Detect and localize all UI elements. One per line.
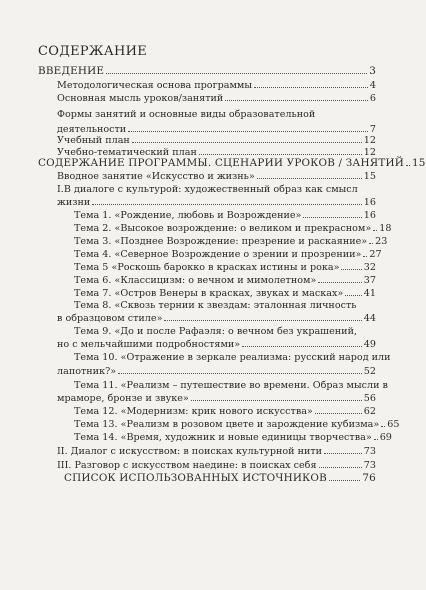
entry-title: Формы занятий и основные виды образовательной: [57, 109, 316, 120]
entry-title-cont: но с мельчайшими подробностями»: [57, 339, 241, 350]
toc-entry: [57, 93, 376, 104]
toc-entry: [57, 135, 376, 146]
page-number: 15: [363, 171, 376, 182]
entry-title: Основная мысль уроков/занятий: [57, 93, 224, 104]
toc-entry: [74, 380, 388, 391]
toc-entry-cont: [57, 366, 376, 377]
page-number: 12: [363, 135, 376, 146]
toc-entry: [64, 473, 376, 484]
toc-entry: [74, 300, 376, 311]
toc-entry: [74, 288, 376, 299]
page-number: 62: [363, 406, 376, 417]
page-number: 12: [363, 147, 376, 158]
page-number: 41: [363, 288, 376, 299]
entry-title: Тема 13. «Реализм в розовом цвете и зарождение кубизма»: [74, 419, 380, 430]
toc-entry: [74, 223, 392, 234]
entry-title: Учебный план: [57, 135, 130, 146]
page-number: 73: [363, 446, 376, 457]
entry-title: Тема 8. «Сквозь тернии к звездам: эталонная личность: [74, 300, 357, 311]
entry-title: Тема 5 «Роскошь барокко в красках истины и рока»: [74, 262, 340, 273]
page-number: 52: [363, 366, 376, 377]
toc-entry: [57, 446, 376, 457]
toc-entry: [74, 249, 382, 260]
page-number: 15: [411, 157, 426, 169]
entry-title: III. Разговор с искусством наедине: в поисках себя: [57, 460, 317, 471]
toc-entry: [74, 432, 392, 443]
entry-title: Тема 4. «Северное Возрождение о зрении и прозрении»: [74, 249, 362, 260]
page-number: 18: [379, 223, 392, 234]
entry-title: Тема 12. «Модернизм: крик нового искусства»: [74, 406, 313, 417]
entry-title: Тема 3. «Позднее Возрождение: презрение и раскаяние»: [74, 236, 368, 247]
page-number: 3: [369, 65, 376, 77]
entry-title-cont: в образцовом стиле»: [57, 313, 163, 324]
toc-entry: [57, 184, 376, 208]
entry-title-cont: деятельности: [57, 124, 127, 135]
toc-entry: [57, 80, 376, 91]
page-number: 37: [363, 275, 376, 286]
toc-entry: [38, 157, 426, 169]
page-number: 27: [369, 249, 382, 260]
toc-entry-cont: [57, 393, 376, 404]
entry-title: Методологическая основа программы: [57, 80, 253, 91]
entry-title: Тема 2. «Высокое возрождение: о великом и прекрасном»: [74, 223, 372, 234]
toc-entry-cont: [57, 339, 376, 350]
entry-title: Тема 7. «Остров Венеры в красках, звуках и масках»: [74, 288, 344, 299]
entry-title: Тема 10. «Отражение в зеркале реализма: русский народ или: [74, 352, 391, 363]
toc-entry: [74, 275, 376, 286]
toc-entry: [74, 419, 400, 430]
toc-entry: [74, 262, 376, 273]
page-number: 7: [369, 124, 376, 135]
toc-entry: [57, 109, 376, 135]
entry-title: Тема 1. «Рождение, любовь и Возрождение»: [74, 210, 302, 221]
page-number: 16: [363, 210, 376, 221]
entry-title-cont: лапотник?»: [57, 366, 117, 377]
entry-title: II. Диалог с искусством: в поисках культурной нити: [57, 446, 323, 457]
page-number: 56: [363, 393, 376, 404]
entry-title: Учебно-тематический план: [57, 147, 197, 158]
entry-title: Тема 14. «Время, художник и новые единицы творчества»: [74, 432, 372, 443]
page-number: 73: [363, 460, 376, 471]
toc-entry: [74, 210, 376, 221]
toc-entry: [74, 352, 391, 363]
page-number: 49: [363, 339, 376, 350]
toc-entry: [38, 66, 376, 77]
page-number: 4: [369, 80, 376, 91]
entry-title: Вводное занятие «Искусство и жизнь»: [57, 171, 255, 182]
toc-entry: [57, 171, 376, 182]
entry-title: Тема 9. «До и после Рафаэля: о вечном без украшений,: [74, 326, 358, 337]
page-number: 23: [375, 236, 388, 247]
entry-title: СПИСОК ИСПОЛЬЗОВАННЫХ ИСТОЧНИКОВ: [64, 472, 327, 484]
entry-title: Тема 11. «Реализм – путешествие во времени. Образ мысли в: [74, 380, 388, 391]
toc-entry: [74, 406, 376, 417]
page-number: 16: [363, 197, 376, 208]
page-number: 76: [362, 472, 376, 484]
toc-entry: [74, 326, 376, 337]
page-number: 69: [379, 432, 392, 443]
page-number: 65: [387, 419, 400, 430]
toc-entry: [57, 460, 376, 471]
toc-entry-cont: [57, 313, 376, 324]
entry-title: ВВЕДЕНИЕ: [38, 65, 105, 77]
page-number: 44: [363, 313, 376, 324]
entry-title: I.В диалоге с культурой: художественный образ как смысл: [57, 184, 358, 195]
page-title: СОДЕРЖАНИЕ: [38, 44, 148, 59]
entry-title-cont: мраморе, бронзе и звуке»: [57, 393, 189, 404]
entry-title: Тема 6. «Классицизм: о вечном и мимолетном»: [74, 275, 317, 286]
entry-title-cont: жизни: [57, 197, 91, 208]
entry-title: СОДЕРЖАНИЕ ПРОГРАММЫ. СЦЕНАРИИ УРОКОВ / ЗАНЯТИЙ: [38, 157, 404, 169]
toc-entry: [74, 236, 388, 247]
page-number: 32: [363, 262, 376, 273]
page-number: 6: [369, 93, 376, 104]
